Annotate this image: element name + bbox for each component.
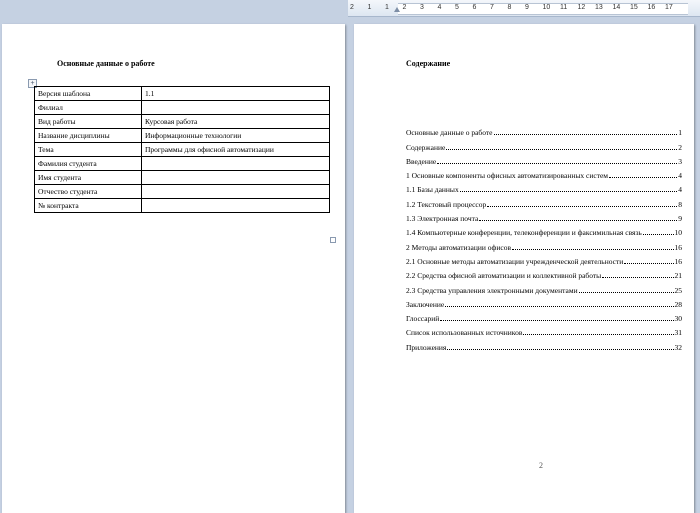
toc-page-number: 25 xyxy=(674,285,682,295)
ruler-tick-label: 13 xyxy=(595,4,603,11)
field-label-cell[interactable]: Филиал xyxy=(35,101,142,115)
toc-page-number: 1 xyxy=(678,128,682,138)
field-label-cell[interactable]: Тема xyxy=(35,143,142,157)
toc-page-number: 3 xyxy=(678,156,682,166)
ruler-tick-label: 15 xyxy=(630,4,638,11)
toc-page-number: 2 xyxy=(678,142,682,152)
table-row xyxy=(35,171,330,185)
toc-entry-label: 1.2 Текстовый процессор xyxy=(406,199,487,209)
table-row xyxy=(35,115,330,129)
ruler-tick-label: 2 xyxy=(350,4,354,11)
toc-title: Содержание xyxy=(406,59,451,68)
toc-entry[interactable] xyxy=(406,295,682,309)
toc-entry-label: 1.3 Электронная почта xyxy=(406,214,479,224)
toc-entry-label: 2.1 Основные методы автоматизации учрежденческой деятельности xyxy=(406,256,624,266)
toc-entry-label: 1 Основные компоненты офисных автоматизированных систем xyxy=(406,171,609,181)
field-value-cell[interactable]: Курсовая работа xyxy=(142,115,330,129)
field-label-cell[interactable]: № контракта xyxy=(35,199,142,213)
toc-entry[interactable] xyxy=(406,180,682,194)
table-row xyxy=(35,157,330,171)
toc-entry-label: 2.2 Средства офисной автоматизации и коллективной работы xyxy=(406,271,602,281)
toc-entry[interactable] xyxy=(406,137,682,151)
field-label-cell[interactable]: Имя студента xyxy=(35,171,142,185)
table-row xyxy=(35,101,330,115)
toc-entry[interactable] xyxy=(406,337,682,351)
toc-entry-label: Заключение xyxy=(406,299,445,309)
toc-leader-dots xyxy=(624,263,673,264)
toc-leader-dots xyxy=(479,220,677,221)
field-value-cell[interactable] xyxy=(142,157,330,171)
toc-entry[interactable] xyxy=(406,280,682,294)
toc-entry[interactable] xyxy=(406,152,682,166)
ruler-tick-label: 11 xyxy=(560,4,568,11)
toc-entry[interactable] xyxy=(406,266,682,280)
ruler-tick-label: 14 xyxy=(612,4,621,11)
table-row xyxy=(35,199,330,213)
work-info-table[interactable] xyxy=(34,86,330,213)
field-value-cell[interactable] xyxy=(142,101,330,115)
toc-page-number: 16 xyxy=(674,256,682,266)
toc-entry[interactable] xyxy=(406,209,682,223)
field-value-cell[interactable]: 1.1 xyxy=(142,87,330,101)
toc-entry[interactable] xyxy=(406,223,682,237)
toc-leader-dots xyxy=(487,206,677,207)
ruler-tick-label: 4 xyxy=(437,4,442,11)
ruler-tick-label: 1 xyxy=(367,4,372,11)
toc-entry-label: Глоссарий xyxy=(406,314,440,324)
toc-leader-dots xyxy=(579,292,674,293)
toc-entry[interactable] xyxy=(406,252,682,266)
ruler-tick-label: 12 xyxy=(577,4,586,11)
ruler-tick-label: 10 xyxy=(542,4,551,11)
table-row xyxy=(35,143,330,157)
toc-entry-label: Приложения xyxy=(406,342,447,352)
toc-leader-dots xyxy=(494,134,678,135)
toc-page-number: 30 xyxy=(674,314,682,324)
toc-entry-label: 1.1 Базы данных xyxy=(406,185,459,195)
table-move-handle-icon[interactable]: + xyxy=(28,79,37,88)
field-value-cell[interactable]: Информационные технологии xyxy=(142,129,330,143)
toc-leader-dots xyxy=(609,177,677,178)
ruler-tick-label: 5 xyxy=(455,4,459,11)
page-number: 2 xyxy=(539,461,543,470)
toc-entry[interactable] xyxy=(406,237,682,251)
ruler-tick-label: 3 xyxy=(420,4,424,11)
toc-leader-dots xyxy=(447,349,673,350)
toc-entry[interactable] xyxy=(406,123,682,137)
toc-page-number: 4 xyxy=(678,171,682,181)
toc-leader-dots xyxy=(440,320,673,321)
toc-leader-dots xyxy=(445,306,673,307)
toc-leader-dots xyxy=(437,163,677,164)
field-label-cell[interactable]: Версия шаблона xyxy=(35,87,142,101)
field-label-cell[interactable]: Вид работы xyxy=(35,115,142,129)
toc-entry[interactable] xyxy=(406,323,682,337)
horizontal-ruler[interactable] xyxy=(348,0,700,17)
toc-entry-label: Содержание xyxy=(406,142,446,152)
toc-entry[interactable] xyxy=(406,309,682,323)
toc-page-number: 21 xyxy=(674,271,682,281)
field-label-cell[interactable]: Название дисциплины xyxy=(35,129,142,143)
indent-marker[interactable] xyxy=(394,7,400,12)
table-row xyxy=(35,129,330,143)
toc-page-number: 9 xyxy=(678,214,682,224)
toc-leader-dots xyxy=(446,149,677,150)
toc-page-number: 8 xyxy=(678,199,682,209)
toc-entry-label: Основные данные о работе xyxy=(406,128,493,138)
field-label-cell[interactable]: Отчество студента xyxy=(35,185,142,199)
toc-leader-dots xyxy=(523,334,673,335)
ruler-tick-label: 9 xyxy=(525,4,529,11)
ruler-tick-label: 17 xyxy=(665,4,673,11)
toc-entry-label: 2 Методы автоматизации офисов xyxy=(406,242,512,252)
ruler-tick-label: 6 xyxy=(472,4,477,11)
ruler-tick-label: 7 xyxy=(490,4,494,11)
toc-page-number: 28 xyxy=(674,299,682,309)
toc-leader-dots xyxy=(643,234,674,235)
document-page-2[interactable] xyxy=(354,24,694,513)
page-title: Основные данные о работе xyxy=(57,59,155,68)
field-value-cell[interactable] xyxy=(142,185,330,199)
table-row xyxy=(35,185,330,199)
field-value-cell[interactable]: Программы для офисной автоматизации xyxy=(142,143,330,157)
toc-entry[interactable] xyxy=(406,166,682,180)
toc-entry-label: 1.4 Компьютерные конференции, телеконференции и факсимильная связь xyxy=(406,228,642,238)
table-row xyxy=(35,87,330,101)
table-resize-handle-icon[interactable] xyxy=(330,237,336,243)
ruler-tick-label: 16 xyxy=(647,4,656,11)
toc-page-number: 16 xyxy=(674,242,682,252)
document-page-1[interactable] xyxy=(2,24,345,513)
toc-page-number: 4 xyxy=(678,185,682,195)
toc-leader-dots xyxy=(460,191,678,192)
ruler-tick-label: 2 xyxy=(402,4,407,11)
toc-entry-label: 2.3 Средства управления электронными документами xyxy=(406,285,578,295)
toc-entry[interactable] xyxy=(406,194,682,208)
toc-page-number: 32 xyxy=(674,342,682,352)
toc-leader-dots xyxy=(602,277,673,278)
ruler-tick-label: 8 xyxy=(507,4,512,11)
toc-entry-label: Список использованных источников xyxy=(406,328,523,338)
toc-page-number: 10 xyxy=(674,228,682,238)
field-value-cell[interactable] xyxy=(142,171,330,185)
toc-entry-label: Введение xyxy=(406,156,437,166)
table-of-contents xyxy=(406,123,682,352)
ruler-tick-label: 1 xyxy=(385,4,389,11)
field-label-cell[interactable]: Фамилия студента xyxy=(35,157,142,171)
toc-page-number: 31 xyxy=(674,328,682,338)
toc-leader-dots xyxy=(512,249,673,250)
field-value-cell[interactable] xyxy=(142,199,330,213)
